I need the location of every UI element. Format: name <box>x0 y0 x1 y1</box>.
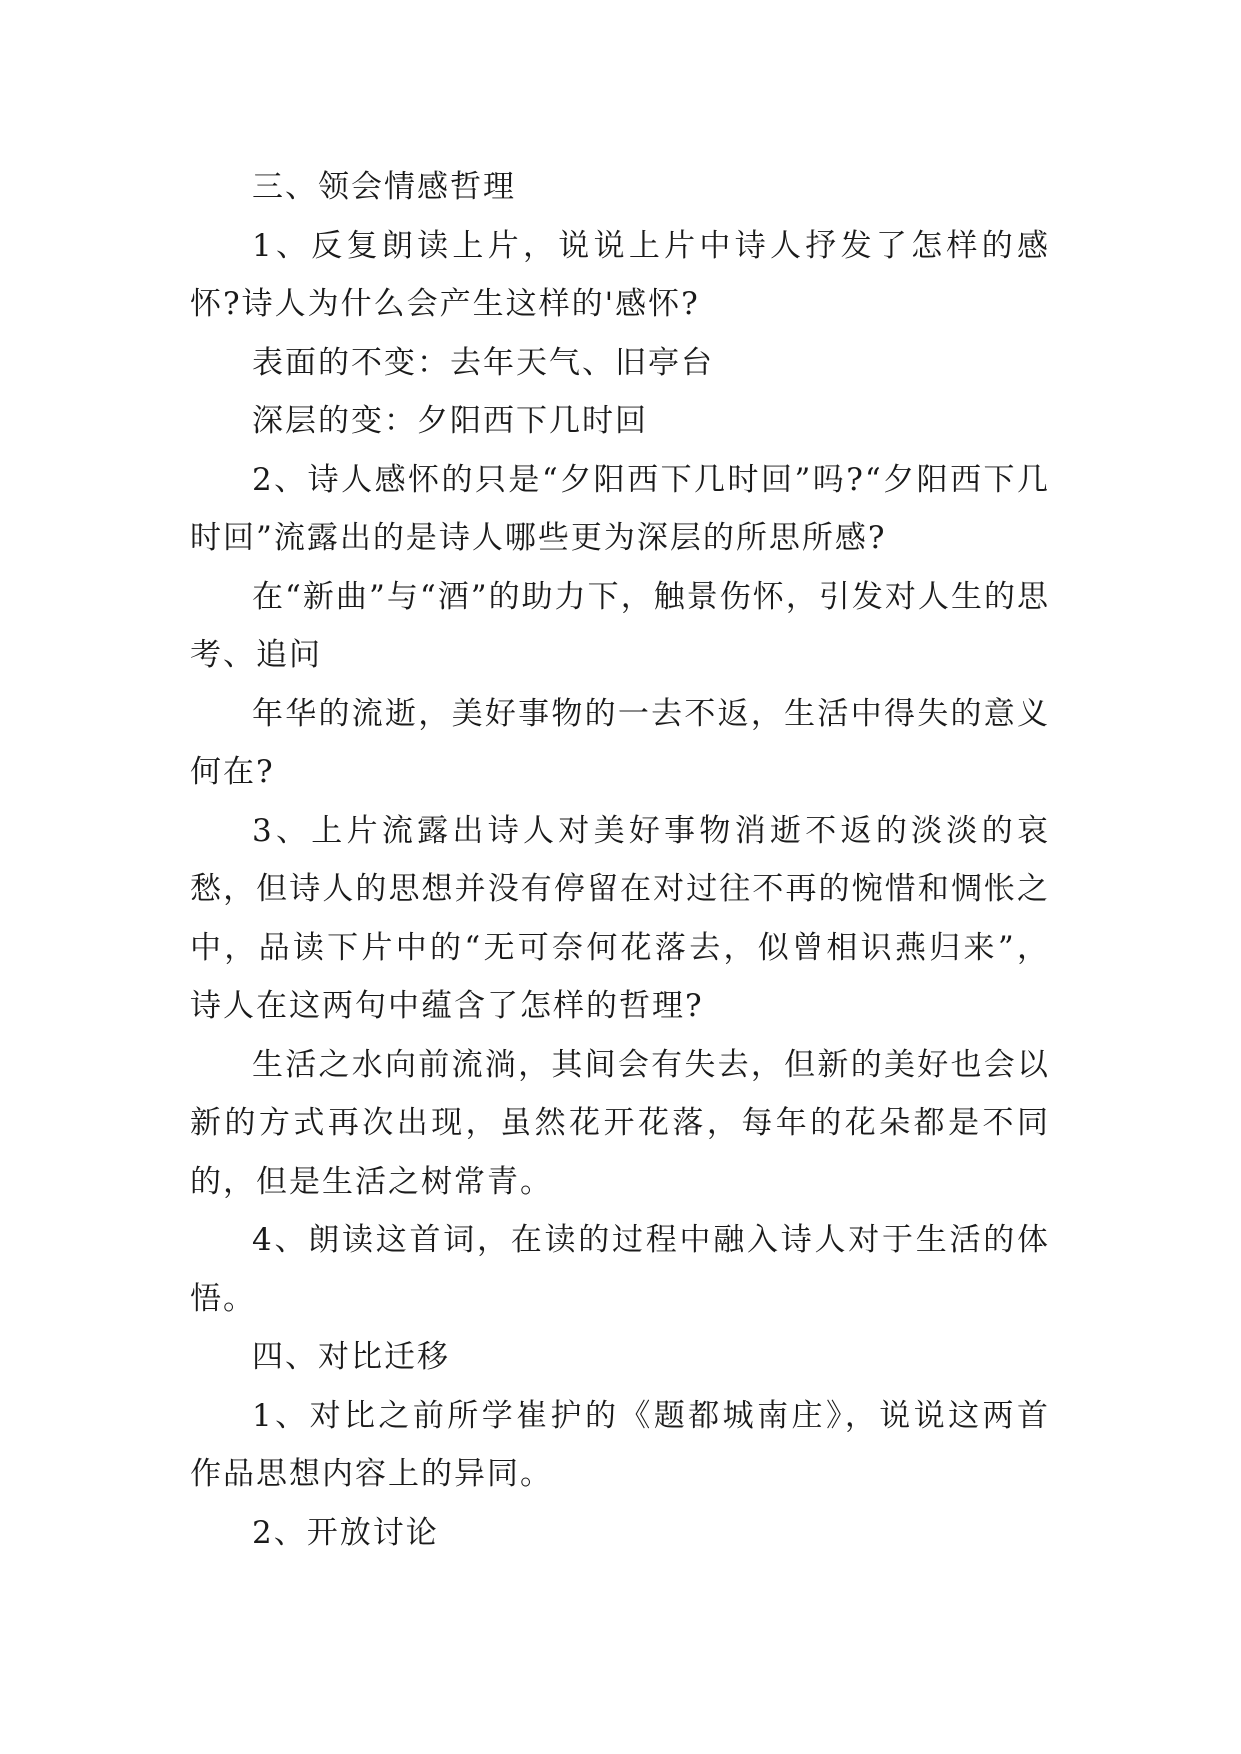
answer-paragraph: 深层的变：夕阳西下几时回 <box>252 403 648 439</box>
answer-paragraph: 在“新曲”与“酒”的助力下，触景伤怀，引发对人生的思考、追问 <box>190 578 1050 673</box>
answer-paragraph: 表面的不变：去年天气、旧亭台 <box>252 344 714 381</box>
answer-paragraph: 生活之水向前流淌，其间会有失去，但新的美好也会以新的方式再次出现，虽然花开花落，每年的花朵都是不同的，但是生活之树常青。 <box>190 1046 1050 1200</box>
answer-paragraph: 年华的流逝，美好事物的一去不返，生活中得失的意义何在? <box>190 695 1050 790</box>
section-heading: 三、领会情感哲理 <box>252 169 516 205</box>
document-body <box>190 158 1050 1562</box>
question-paragraph: 1、反复朗读上片，说说上片中诗人抒发了怎样的感怀?诗人为什么会产生这样的'感怀? <box>190 227 1050 322</box>
section-heading: 四、对比迁移 <box>252 1339 450 1375</box>
question-paragraph: 2、诗人感怀的只是“夕阳西下几时回”吗?“夕阳西下几时回”流露出的是诗人哪些更为深层的所思所感? <box>190 461 1050 556</box>
question-paragraph: 2、开放讨论 <box>252 1514 439 1551</box>
question-paragraph: 1、对比之前所学崔护的《题都城南庄》，说说这两首作品思想内容上的异同。 <box>190 1397 1050 1492</box>
question-paragraph: 3、上片流露出诗人对美好事物消逝不返的淡淡的哀愁，但诗人的思想并没有停留在对过往不再的惋惜和惆怅之中，品读下片中的“无可奈何花落去，似曾相识燕归来”，诗人在这两句中蕴含了怎样的哲理? <box>190 812 1050 1024</box>
question-paragraph: 4、朗读这首词，在读的过程中融入诗人对于生活的体悟。 <box>190 1222 1050 1317</box>
